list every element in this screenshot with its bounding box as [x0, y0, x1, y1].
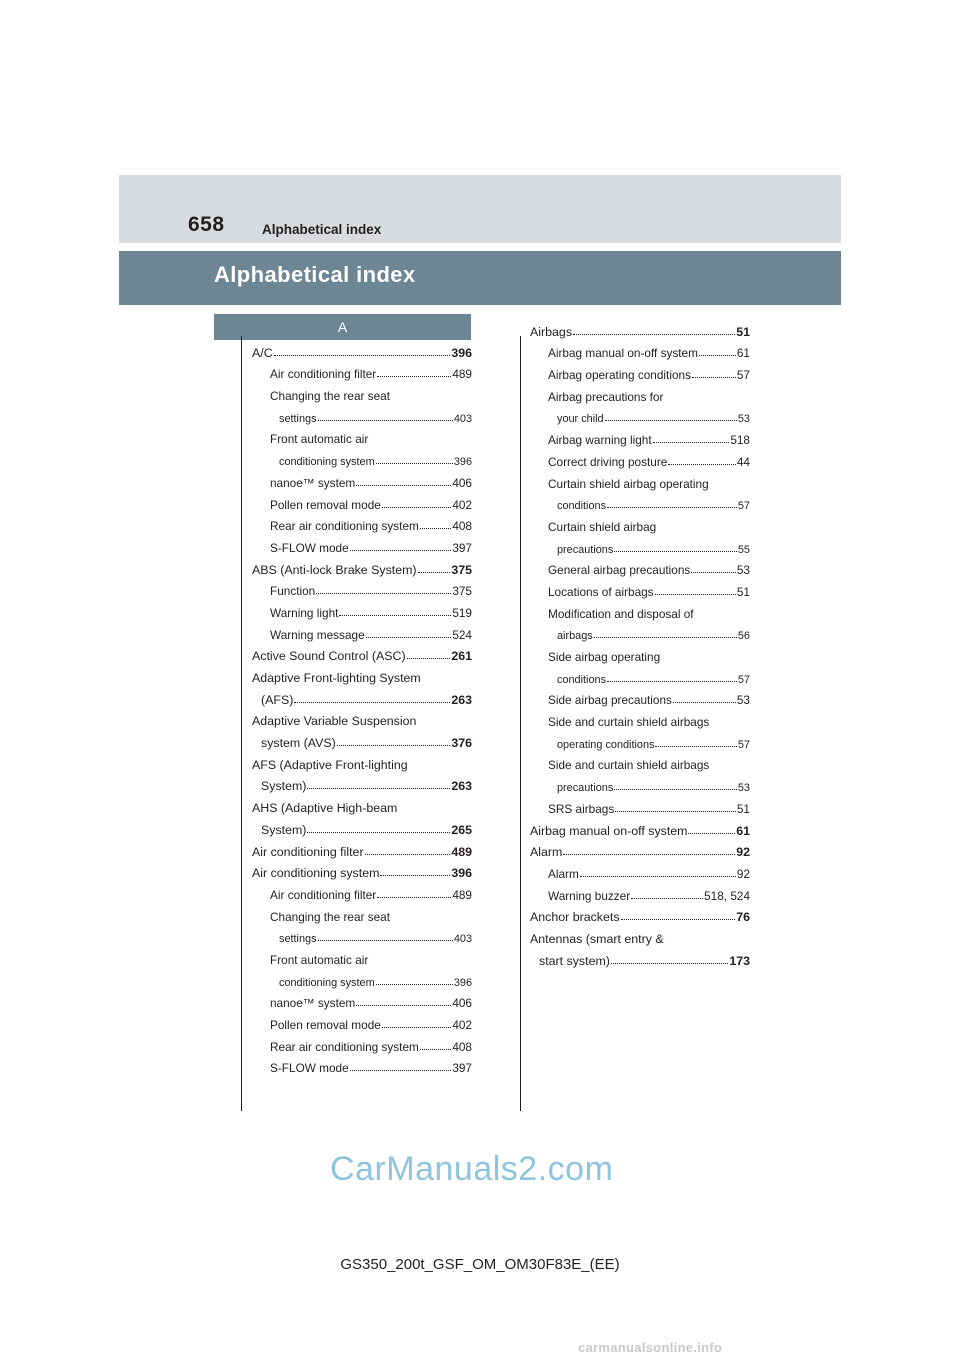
index-entry-page[interactable]: 397	[452, 540, 472, 555]
index-entry	[530, 686, 750, 708]
index-entry	[252, 772, 472, 794]
index-entry	[530, 491, 750, 513]
index-entry-text: AFS (Adaptive Front-lighting	[252, 757, 408, 772]
header-band	[119, 175, 841, 243]
index-entry	[252, 512, 472, 534]
dot-leader	[653, 442, 730, 443]
dot-leader	[382, 507, 451, 508]
index-entry	[530, 317, 750, 339]
index-entry-page[interactable]: 57	[737, 673, 750, 686]
dot-leader	[691, 572, 736, 573]
index-entry	[530, 946, 750, 968]
dot-leader	[611, 963, 728, 964]
index-entry	[252, 360, 472, 382]
index-entry-text: Warning message	[270, 627, 365, 642]
index-entry-text: Anchor brackets	[530, 910, 620, 925]
right-column-rule	[520, 336, 521, 1111]
index-entry	[252, 403, 472, 425]
index-entry-page[interactable]: 403	[453, 412, 472, 425]
index-entry	[252, 577, 472, 599]
index-entry-text: (AFS)	[261, 692, 294, 707]
index-entry-page[interactable]: 489	[452, 367, 472, 382]
dot-leader	[607, 681, 737, 682]
dot-leader	[699, 355, 736, 356]
index-entry-page[interactable]: 263	[451, 779, 472, 794]
index-entry-text: nanoe™ system	[270, 996, 356, 1011]
index-entry-page[interactable]: 53	[737, 782, 750, 795]
index-entry-text: precautions	[557, 782, 614, 795]
index-entry-page[interactable]: 61	[736, 823, 750, 838]
index-entry-page[interactable]: 53	[736, 563, 750, 578]
index-entry	[252, 728, 472, 750]
index-entry-text: General airbag precautions	[548, 563, 691, 578]
dot-leader	[655, 594, 736, 595]
dot-leader	[420, 1049, 451, 1050]
index-entry-text: Warning buzzer	[548, 888, 631, 903]
index-entry-text: Side airbag operating	[548, 650, 661, 664]
index-entry-text: Locations of airbags	[548, 584, 654, 599]
index-entry	[252, 446, 472, 468]
page-number: 658	[188, 213, 225, 236]
dot-leader	[607, 507, 737, 508]
dot-leader	[614, 551, 737, 552]
dot-leader	[307, 832, 450, 833]
index-entry	[252, 859, 472, 881]
header-section-label: Alphabetical index	[262, 222, 382, 237]
index-entry-text: Side and curtain shield airbags	[548, 758, 710, 773]
index-entry-page[interactable]: 173	[729, 953, 750, 968]
index-entry-text: Curtain shield airbag operating	[548, 476, 709, 491]
index-entry-text: Front automatic air	[270, 432, 369, 447]
index-entry-page[interactable]: 406	[452, 475, 472, 490]
index-entry-page[interactable]: 518, 524	[704, 888, 750, 903]
index-entry	[252, 1032, 472, 1054]
index-entry	[530, 577, 750, 599]
index-entry	[530, 924, 750, 946]
index-entry-page[interactable]: 55	[737, 543, 750, 556]
index-entry-text: Adaptive Variable Suspension	[252, 714, 417, 729]
index-entry-text: operating conditions	[557, 738, 655, 751]
dot-leader	[621, 919, 736, 920]
index-entry	[530, 382, 750, 404]
index-entry-page[interactable]: 92	[736, 845, 750, 860]
index-entry	[530, 838, 750, 860]
index-entry-page[interactable]: 375	[451, 562, 472, 577]
index-entry-text: Antennas (smart entry &	[530, 931, 664, 946]
dot-leader	[377, 376, 451, 377]
index-entry-page[interactable]: 61	[736, 346, 750, 361]
index-entry-text: Changing the rear seat	[270, 909, 391, 924]
index-entry-page[interactable]: 519	[452, 605, 472, 620]
dot-leader	[614, 789, 737, 790]
index-entry	[252, 490, 472, 512]
index-entry	[252, 924, 472, 946]
dot-leader	[673, 702, 736, 703]
index-entry	[530, 794, 750, 816]
index-entry-page[interactable]: 489	[452, 887, 472, 902]
index-entry-text: AHS (Adaptive High-beam	[252, 801, 398, 816]
index-entry-page[interactable]: 265	[451, 822, 472, 837]
watermark-carmanualsonline: carmanualsonline.info	[578, 1340, 723, 1355]
index-entry	[530, 425, 750, 447]
dot-leader	[376, 984, 453, 985]
dot-leader	[318, 420, 453, 421]
index-entry-text: Air conditioning system	[252, 866, 380, 881]
index-column-left	[252, 338, 472, 1075]
index-entry	[530, 360, 750, 382]
index-entry	[530, 534, 750, 556]
index-entry-text: Rear air conditioning system	[270, 1039, 419, 1054]
index-entry-text: Side airbag precautions	[548, 693, 672, 708]
dot-leader	[407, 658, 451, 659]
index-entry-text: settings	[279, 412, 317, 425]
dot-leader	[573, 334, 735, 335]
index-entry-page[interactable]: 53	[736, 693, 750, 708]
index-entry-page[interactable]: 375	[452, 584, 472, 599]
index-entry-page[interactable]: 261	[451, 649, 472, 664]
index-entry	[252, 685, 472, 707]
left-column-rule	[241, 336, 242, 1111]
dot-leader	[692, 377, 736, 378]
index-entry	[530, 512, 750, 534]
index-entry	[530, 903, 750, 925]
index-entry-text: Air conditioning filter	[270, 367, 377, 382]
index-entry	[252, 707, 472, 729]
dot-leader	[356, 485, 451, 486]
index-entry-page[interactable]: 53	[737, 413, 750, 426]
index-entry-text: Function	[270, 584, 316, 599]
index-entry-page[interactable]: 57	[736, 368, 750, 383]
index-entry-text: Pollen removal mode	[270, 1018, 381, 1032]
index-entry-text: Air conditioning filter	[252, 844, 364, 859]
index-entry-text: Airbag manual on-off system	[530, 823, 688, 838]
index-entry	[252, 945, 472, 967]
index-entry	[530, 751, 750, 773]
index-entry	[252, 338, 472, 360]
index-entry	[252, 793, 472, 815]
index-entry-text: system (AVS)	[261, 736, 336, 751]
index-entry-text: Airbag precautions for	[548, 389, 664, 404]
dot-leader	[350, 550, 452, 551]
dot-leader	[655, 746, 736, 747]
index-entry-page[interactable]: 397	[452, 1061, 472, 1076]
index-entry-text: start system)	[539, 953, 610, 968]
index-entry-page[interactable]: 396	[453, 976, 472, 989]
index-entry-page[interactable]: 44	[736, 454, 750, 469]
index-entry	[530, 404, 750, 426]
index-entry-text: Correct driving posture	[548, 454, 668, 469]
index-entry-text: conditions	[557, 500, 607, 513]
index-entry-text: airbags	[557, 630, 593, 643]
index-entry	[252, 381, 472, 403]
index-entry-page[interactable]: 403	[453, 933, 472, 946]
index-entry-text: Airbag manual on-off system	[548, 346, 698, 361]
dot-leader	[688, 833, 735, 834]
index-entry-text: Side and curtain shield airbags	[548, 715, 710, 730]
index-entry-page[interactable]: 402	[452, 1018, 472, 1032]
index-entry	[252, 620, 472, 642]
dot-leader	[337, 745, 451, 746]
index-entry-text: Adaptive Front-lighting System	[252, 671, 421, 685]
index-entry-text: nanoe™ system	[270, 475, 356, 490]
dot-leader	[580, 876, 736, 877]
index-entry-text: precautions	[557, 543, 614, 556]
dot-leader	[668, 464, 736, 465]
index-entry-text: Modification and disposal of	[548, 606, 694, 621]
index-entry	[252, 468, 472, 490]
index-entry-page[interactable]: 376	[451, 736, 472, 751]
dot-leader	[366, 637, 452, 638]
index-entry-text: your child	[557, 413, 604, 426]
index-entry	[530, 642, 750, 664]
index-column-right	[530, 317, 750, 968]
index-entry-text: System)	[261, 779, 307, 794]
dot-leader	[615, 811, 736, 812]
dot-leader	[420, 528, 451, 529]
index-entry	[252, 533, 472, 555]
index-entry-page[interactable]: 524	[452, 627, 472, 642]
index-entry-text: Airbags	[530, 324, 573, 339]
dot-leader	[339, 615, 451, 616]
index-entry	[252, 902, 472, 924]
index-letter-heading: A	[214, 314, 471, 340]
dot-leader	[418, 572, 451, 573]
index-entry-text: ABS (Anti-lock Brake System)	[252, 562, 417, 577]
index-entry-page[interactable]: 51	[736, 801, 750, 816]
index-entry-page[interactable]: 263	[451, 692, 472, 707]
index-entry-page[interactable]: 92	[736, 866, 750, 881]
dot-leader	[377, 897, 451, 898]
index-entry-page[interactable]: 51	[736, 324, 750, 339]
index-entry-page[interactable]: 76	[736, 910, 750, 925]
index-entry	[530, 469, 750, 491]
watermark-carmanuals2: CarManuals2.com	[330, 1150, 614, 1188]
index-entry-page[interactable]: 396	[451, 345, 472, 360]
index-entry	[252, 425, 472, 447]
index-entry-text: SRS airbags	[548, 801, 615, 816]
index-entry	[530, 664, 750, 686]
index-entry	[530, 729, 750, 751]
index-entry-text: S-FLOW mode	[270, 540, 349, 555]
dot-leader	[605, 420, 737, 421]
index-entry	[252, 642, 472, 664]
index-entry-page[interactable]: 396	[451, 866, 472, 881]
footer-document-code: GS350_200t_GSF_OM_OM30F83E_(EE)	[340, 1256, 620, 1273]
index-entry	[530, 816, 750, 838]
index-entry-text: Front automatic air	[270, 952, 369, 967]
dot-leader	[380, 875, 450, 876]
dot-leader	[376, 463, 453, 464]
index-entry	[252, 1010, 472, 1032]
index-entry	[530, 599, 750, 621]
index-entry	[530, 881, 750, 903]
index-entry	[252, 1054, 472, 1076]
index-entry	[252, 815, 472, 837]
index-entry-page[interactable]: 402	[452, 497, 472, 512]
index-entry-text: Alarm	[530, 845, 563, 860]
index-entry-text: Changing the rear seat	[270, 389, 391, 404]
index-entry-page[interactable]: 408	[452, 519, 472, 534]
dot-leader	[594, 637, 737, 638]
index-entry	[252, 989, 472, 1011]
index-entry-text: conditioning system	[279, 456, 375, 469]
index-entry	[530, 339, 750, 361]
dot-leader	[318, 940, 453, 941]
index-entry-page[interactable]: 518	[730, 433, 750, 448]
index-entry-text: A/C	[252, 345, 273, 360]
index-entry-text: conditioning system	[279, 976, 375, 989]
dot-leader	[631, 898, 703, 899]
index-entry-page[interactable]: 396	[453, 456, 472, 469]
index-entry-text: conditions	[557, 673, 607, 686]
index-entry-text: Pollen removal mode	[270, 497, 381, 512]
index-entry-text: S-FLOW mode	[270, 1061, 349, 1076]
index-entry-text: Warning light	[270, 605, 339, 620]
index-entry	[252, 598, 472, 620]
dot-leader	[563, 854, 735, 855]
index-entry-text: Active Sound Control (ASC)	[252, 649, 406, 664]
dot-leader	[356, 1005, 451, 1006]
index-entry-text: Alarm	[548, 866, 579, 881]
dot-leader	[365, 854, 451, 855]
dot-leader	[316, 593, 451, 594]
index-entry-page[interactable]: 51	[736, 584, 750, 599]
index-entry-page[interactable]: 408	[452, 1039, 472, 1054]
page-title: Alphabetical index	[214, 262, 416, 287]
index-entry-page[interactable]: 56	[737, 630, 750, 643]
index-entry	[530, 621, 750, 643]
index-entry	[252, 967, 472, 989]
index-entry	[252, 663, 472, 685]
index-entry-text: Rear air conditioning system	[270, 519, 419, 534]
index-entry	[252, 750, 472, 772]
dot-leader	[307, 788, 450, 789]
index-entry	[530, 859, 750, 881]
index-entry	[530, 772, 750, 794]
index-entry	[252, 837, 472, 859]
dot-leader	[274, 355, 451, 356]
index-entry-page[interactable]: 57	[737, 738, 750, 751]
index-entry-text: settings	[279, 933, 317, 946]
index-entry-text: System)	[261, 822, 307, 837]
dot-leader	[382, 1027, 451, 1028]
index-entry	[530, 707, 750, 729]
index-entry-page[interactable]: 489	[451, 844, 472, 859]
index-entry	[252, 555, 472, 577]
index-entry-page[interactable]: 406	[452, 996, 472, 1011]
index-entry-text: Airbag warning light	[548, 433, 652, 448]
index-entry-page[interactable]: 57	[737, 500, 750, 513]
index-entry-text: Airbag operating conditions	[548, 368, 691, 383]
index-entry-text: Curtain shield airbag	[548, 519, 657, 534]
index-entry	[252, 880, 472, 902]
dot-leader	[294, 702, 450, 703]
index-entry-text: Air conditioning filter	[270, 887, 377, 902]
dot-leader	[350, 1070, 452, 1071]
index-entry	[530, 447, 750, 469]
index-entry	[530, 556, 750, 578]
